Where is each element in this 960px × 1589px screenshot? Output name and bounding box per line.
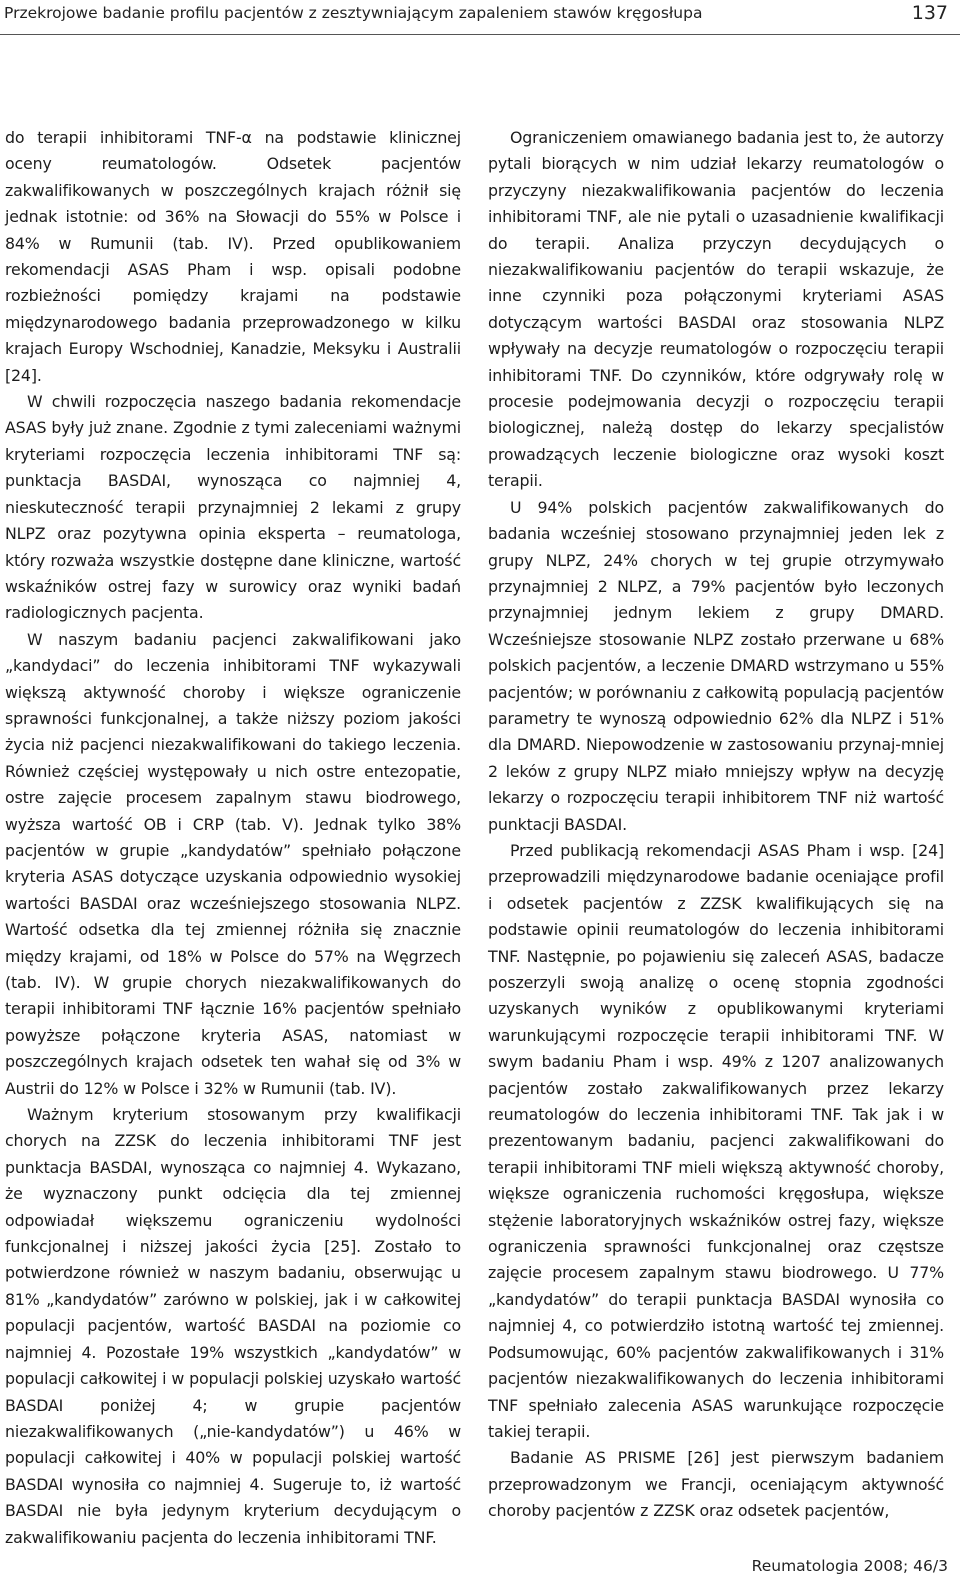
paragraph: do terapii inhibitorami TNF-α na podstawie klinicznej oceny reumatologów. Odsetek pacjentów zakwalifikowanych w poszczególnych krajach różnił się jednak istotnie: od 36% na Słowacji do 55% w Polsce i 84% w Rumunii (tab. IV). Przed opublikowaniem rekomendacji ASAS Pham i wsp. opisali podobne rozbieżności pomiędzy krajami na podstawie międzynarodowego badania przeprowadzonego w kilku krajach Europy Wschodniej, Kanadzie, Meksyku i Australii [24]. <box>5 128 461 385</box>
paragraph: Badanie AS PRISME [26] jest pierwszym badaniem przeprowadzonym we Francji, oceniającym aktywność choroby pacjentów z ZZSK oraz odsetek pacjentów, <box>488 1448 944 1521</box>
paragraph: U 94% polskich pacjentów zakwalifikowanych do badania wcześniej stosowano przynajmniej jeden lek z grupy NLPZ, 24% chorych w tej grupie otrzymywało przynajmniej 2 NLPZ, a 79% pacjentów było leczonych przynajmniej jednym lekiem z grupy DMARD. Wcześniejsze stosowanie NLPZ zostało przerwane u 68% polskich pacjentów, a leczenie DMARD wstrzymano u 55% pacjentów; w porównaniu z całkowitą populacją pacjentów parametry te wynoszą odpowiednio 62% dla NLPZ i 51% dla DMARD. Niepowodzenie w zastosowaniu przynaj-mniej 2 leków z grupy NLPZ miało mniejszy wpływ na decyzję lekarzy o rozpoczęciu terapii inhibitorem TNF niż wartość punktacji BASDAI. <box>488 497 944 834</box>
paragraph: Przed publikacją rekomendacji ASAS Pham i wsp. [24] przeprowadzili międzynarodowe badanie oceniające profil i odsetek pacjentów z ZZSK kwalifikujących się na podstawie opinii reumatologów do leczenia inhibitorami TNF. Następnie, po pojawieniu się zaleceń ASAS, badacze poszerzyli swoją analizę o ocenę stopnia zgodności uzyskanych wyników z opublikowanymi kryteriami warunkującymi rozpoczęcie terapii inhibitorami TNF. W swym badaniu Pham i wsp. 49% z 1207 analizowanych pacjentów zostało zakwalifikowanych przez lekarzy reumatologów do leczenia inhibitorami TNF. Tak jak i w prezentowanym badaniu, pacjenci zakwalifikowani do terapii inhibitorami TNF mieli większą aktywność choroby, większe ograniczenia ruchomości kręgosłupa, większe stężenie laboratoryjnych wskaźników ostrej fazy, większe ograniczenia sprawności funkcjonalnej oraz częstsze zajęcie procesem zapalnym stawu biodrowego. U 77% „kandydatów” do terapii punktacja BASDAI wynosiła co najmniej 4, co potwierdziło istotną wartość tej zmiennej. Podsumowując, 60% pacjentów zakwalifikowanych i 31% pacjentów niezakwalifikowanych do leczenia inhibitorami TNF spełniało zalecenia ASAS warunkujące rozpoczęcie takiej terapii. <box>488 840 944 1441</box>
paragraph: W naszym badaniu pacjenci zakwalifikowani jako „kandydaci” do leczenia inhibitorami TNF wykazywali większą aktywność choroby i większe ograniczenie sprawności funkcjonalnej, a także niższy poziom jakości życia niż pacjenci niezakwalifikowani do takiego leczenia. Również częściej występowały u nich ostre entezopatie, ostre zajęcie procesem zapalnym stawu biodrowego, wyższa wartość OB i CRP (tab. V). Jednak tylko 38% pacjentów w grupie „kandydatów” spełniało połączone kryteria ASAS dotyczące uzyskania odpowiednio wysokiej wartości BASDAI oraz wcześniejszego stosowania NLPZ. Wartość odsetka dla tej zmiennej różniła się znacznie między krajami, od 18% w Polsce do 57% na Węgrzech (tab. IV). W grupie chorych niezakwalifikowanych do terapii inhibitorami TNF łącznie 16% pacjentów spełniało powyższe połączone kryteria ASAS, natomiast w poszczególnych krajach odsetek ten wahał się od 3% w Austrii do 12% w Polsce i 32% w Rumunii (tab. IV). <box>5 629 461 1098</box>
paragraph: Ograniczeniem omawianego badania jest to, że autorzy pytali biorących w nim udział lekarzy reumatologów o przyczyny niezakwalifikowania pacjentów do leczenia inhibitorami TNF, ale nie pytali o uzasadnienie kwalifikacji do terapii. Analiza przyczyn decydujących o niezakwalifikowaniu pacjentów do terapii wskazuje, że inne czynniki poza połączonymi kryteriami ASAS dotyczącym wartości BASDAI oraz stosowania NLPZ wpływały na decyzje reumatologów o rozpoczęciu terapii inhibitorami TNF. Do czynników, które odgrywały rolę w procesie podejmowania decyzji o rozpoczęciu terapii biologicznej, należą dostęp do lekarzy specjalistów prowadzących leczenie biologiczne oraz wysoki koszt terapii. <box>488 128 944 491</box>
page-header <box>0 0 960 35</box>
paragraph: Ważnym kryterium stosowanym przy kwalifikacji chorych na ZZSK do leczenia inhibitorami TNF jest punktacja BASDAI, wynosząca co najmniej 4. Wykazano, że wyznaczony punkt odcięcia dla tej zmiennej odpowiadał większemu ograniczeniu wydolności funkcjonalnej i niższej jakości życia [25]. Zostało to potwierdzone również w naszym badaniu, obserwując u 81% „kandydatów” zarówno w polskiej, jak i w całkowitej populacji pacjentów, wartość BASDAI na poziomie co najmniej 4. Pozostałe 19% wszystkich „kandydatów” w populacji całkowitej i w populacji polskiej uzyskało wartość BASDAI poniżej 4; w grupie pacjentów niezakwalifikowanych („nie-kandydatów”) u 46% w populacji całkowitej i 40% w populacji polskiej wartość BASDAI wynosiła co najmniej 4. Sugeruje to, iż wartość BASDAI nie była jedynym kryterium decydującym o zakwalifikowaniu pacjenta do leczenia inhibitorami TNF. <box>5 1105 461 1547</box>
right-column <box>488 125 944 1525</box>
running-title: Przekrojowe badanie profilu pacjentów z zesztywniającym zapaleniem stawów kręgosłupa <box>4 4 703 22</box>
journal-footer: Reumatologia 2008; 46/3 <box>751 1557 948 1575</box>
page-number: 137 <box>911 2 948 24</box>
left-column <box>5 125 461 1551</box>
paragraph: W chwili rozpoczęcia naszego badania rekomendacje ASAS były już znane. Zgodnie z tymi zaleceniami ważnymi kryteriami rozpoczęcia leczenia inhibitorami TNF są: punktacja BASDAI, wynosząca co najmniej 4, nieskuteczność terapii przynajmniej 2 lekami z grupy NLPZ oraz pozytywna opinia eksperta – reumatologa, który rozważa wszystkie dostępne dane kliniczne, wartość wskaźników ostrej fazy w surowicy oraz wyniki badań radiologicznych pacjenta. <box>5 392 461 623</box>
